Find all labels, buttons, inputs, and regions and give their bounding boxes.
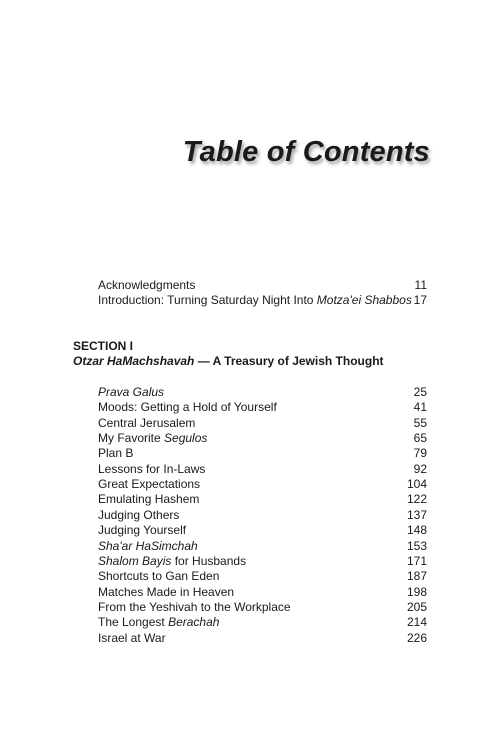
toc-entry-label: [98, 384, 164, 400]
toc-entry-page-number: 25: [413, 385, 427, 399]
toc-entry-label: [98, 415, 195, 431]
toc-entry-page-number: 122: [406, 492, 427, 507]
toc-entry-acknowledgments: [98, 277, 427, 293]
toc-entry-label: [98, 507, 179, 523]
toc-entry-label-part: Lessons for In-Laws: [98, 461, 206, 476]
toc-entry-label: [98, 476, 200, 492]
toc-entry: [98, 507, 427, 523]
toc-entry-label: [98, 399, 277, 415]
toc-entry-label: [98, 445, 133, 461]
toc-entry-page-number: 226: [406, 630, 427, 645]
toc-entry-label-part: Israel at War: [98, 630, 166, 645]
toc-entry: [98, 630, 427, 646]
toc-entry-label: [98, 630, 166, 646]
toc-entry-label-part: Introduction: Turning Saturday Night Into: [98, 293, 317, 307]
toc-entry-label: [98, 538, 198, 554]
toc-entry-page-number: 79: [413, 446, 427, 461]
toc-entry-page-number: 55: [413, 415, 427, 430]
toc-entry: [98, 553, 427, 569]
toc-entry-label-part-italic: Sha'ar HaSimchah: [98, 538, 198, 553]
toc-entry-page-number: 41: [413, 400, 427, 415]
toc-entry-label: [98, 461, 205, 477]
toc-entry-label-part: Plan B: [98, 446, 134, 461]
toc-entry-page-number: 104: [406, 477, 427, 492]
toc-entry-label-part: Great Expectations: [98, 477, 201, 492]
toc-entry-label-part: Shortcuts to Gan Eden: [98, 569, 220, 584]
toc-entry-label-part-italic: Shalom Bayis: [98, 553, 172, 568]
toc-entry-label-part: Judging Others: [98, 507, 180, 522]
toc-entry: [98, 491, 427, 507]
toc-entry: [98, 568, 427, 584]
toc-entry: [98, 584, 427, 600]
toc-entry-label-part: Acknowledgments: [98, 278, 196, 292]
toc-entry-page-number: 11: [414, 278, 427, 292]
toc-entry: [98, 415, 427, 431]
toc-entry: [98, 430, 427, 446]
toc-entry-page-number: 92: [413, 461, 427, 476]
toc-entry-page-number: 65: [413, 431, 427, 446]
toc-entry-label-part: Matches Made in Heaven: [98, 584, 235, 599]
toc-entry: [98, 522, 427, 538]
section-heading: SECTION I: [73, 339, 134, 353]
toc-entry-label: [98, 292, 412, 308]
toc-entry-label-part: Emulating Hashem: [98, 492, 200, 507]
toc-entry-label: [98, 568, 219, 584]
toc-entry-label-part: Judging Yourself: [98, 523, 187, 538]
toc-entry: [98, 538, 427, 554]
toc-entry-page-number: 214: [406, 615, 427, 630]
toc-entry: [98, 384, 427, 400]
section-subtitle-rest: — A Treasury of Jewish Thought: [194, 354, 384, 368]
page-title: Table of Contents: [182, 136, 430, 168]
toc-entry-label: [98, 277, 195, 293]
toc-entry-page-number: 153: [406, 538, 427, 553]
toc-entry: [98, 614, 427, 630]
toc-entry: [98, 599, 427, 615]
toc-entry-page-number: 148: [406, 523, 427, 538]
toc-entry-label: [98, 553, 246, 569]
toc-entry-label-part-italic: Prava Galus: [98, 385, 165, 399]
toc-entry-label-part-italic: Segulos: [164, 431, 208, 446]
toc-entry-label-part: From the Yeshivah to the Workplace: [98, 599, 291, 614]
toc-entry-page-number: 171: [406, 553, 427, 568]
toc-entry-label-part: Central Jerusalem: [98, 415, 196, 430]
toc-entry-page-number: 205: [406, 599, 427, 614]
toc-entry-label-part: The Longest: [98, 615, 169, 630]
toc-entry: [98, 461, 427, 477]
section-subtitle-italic: Otzar HaMachshavah: [73, 354, 195, 368]
toc-entry-label: [98, 522, 186, 538]
toc-entry: [98, 399, 427, 415]
toc-entry-label: [98, 491, 199, 507]
toc-entry-introduction: [98, 292, 427, 308]
toc-entry-label: [98, 584, 234, 600]
toc-entry-label-part: My Favorite: [98, 431, 165, 446]
toc-entry-page-number: 17: [413, 293, 427, 307]
toc-entry-label-part-italic: Motza'ei Shabbos: [316, 293, 412, 307]
section-subtitle: [73, 353, 384, 369]
toc-entry-page-number: 137: [406, 507, 427, 522]
toc-entry: [98, 445, 427, 461]
toc-entry-label-part: Moods: Getting a Hold of Yourself: [98, 400, 277, 415]
toc-entry-label-part: for Husbands: [171, 553, 247, 568]
toc-entry-label: [98, 614, 219, 630]
toc-entry-page-number: 198: [406, 584, 427, 599]
toc-entry-page-number: 187: [406, 569, 427, 584]
toc-entry-label-part-italic: Berachah: [168, 615, 220, 630]
toc-entry-label: [98, 430, 207, 446]
toc-entry: [98, 476, 427, 492]
toc-entry-label: [98, 599, 291, 615]
